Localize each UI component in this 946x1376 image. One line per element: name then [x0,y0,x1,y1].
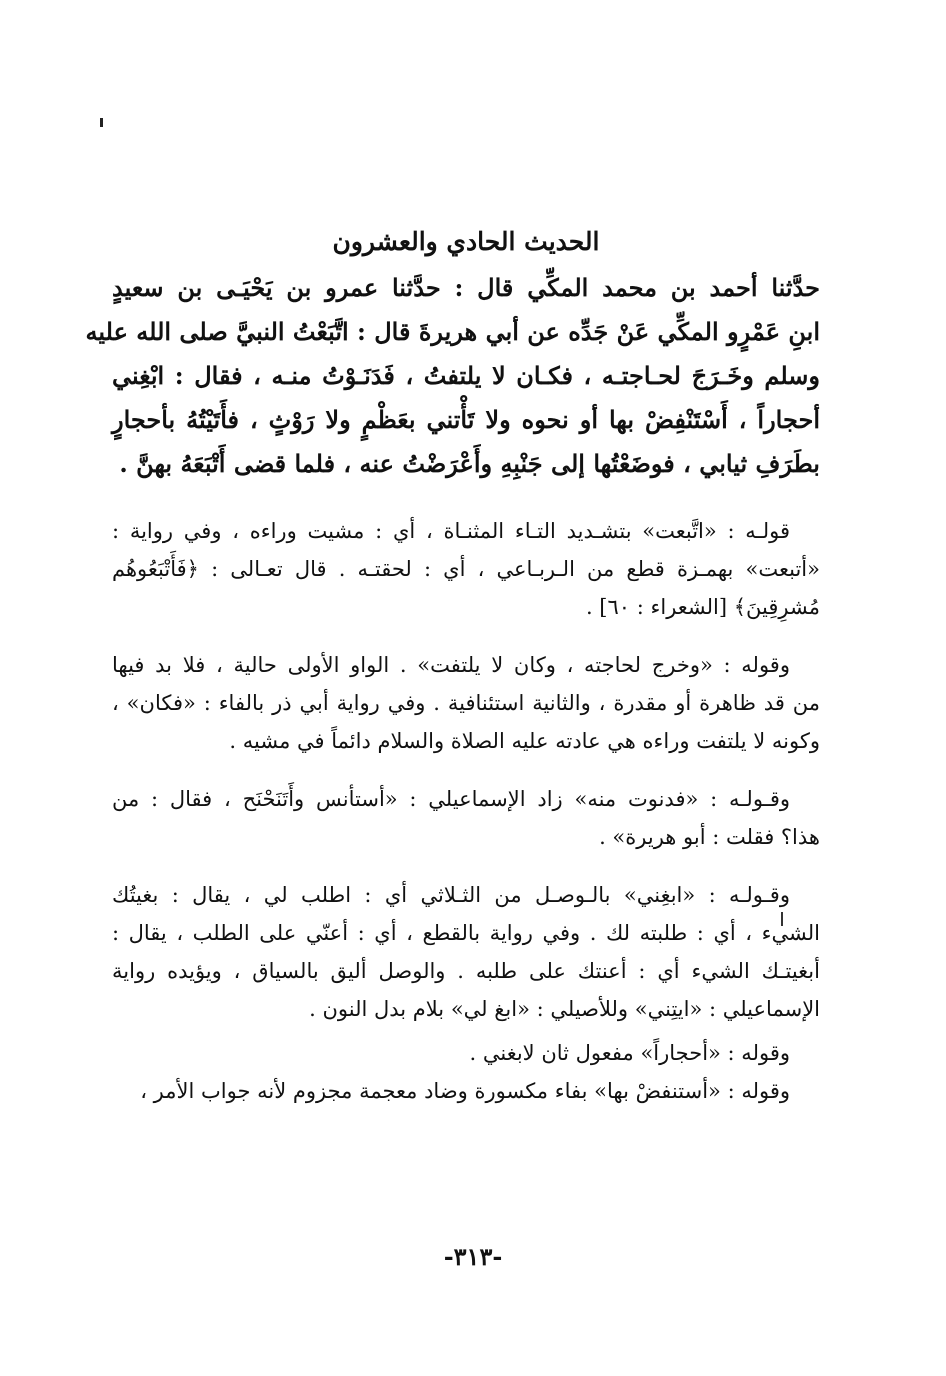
commentary-line: وقوله : «أستنفضْ بها» بفاء مكسورة وضاد معجمة مجزوم لأنه جواب الأمر ، [140,1079,790,1103]
commentary-line: أبغيتـك الشيء أي : أعنتك على طلبه . والوصل أليق بالسياق ، ويؤيده رواية [112,959,820,983]
commentary-line: وكونه لا يلتفت وراءه هي عادته عليه الصلاة والسلام دائماً في مشيه . [229,729,820,753]
commentary-line: وقـولـه : «فدنوت منه» زاد الإسماعيلي : «أستأنس وأَتَنَحْنَح ، فقال : من [112,787,790,811]
commentary-line: قولـه : «اتَّبعت» بتشـديد التـاء المثنـاة ، أي : مشيت وراءه ، وفي رواية : [112,519,790,543]
commentary-line: من قد ظاهرة أو مقدرة ، والثانية استئنافية . وفي رواية أبي ذر بالفاء : «فكان» ، [112,691,820,715]
commentary-line: «أتبعت» بهمـزة قطع من الـربـاعي ، أي : لحقتـه . قال تعـالى : ﴿فَأَتْبَعُوهُم [112,557,820,581]
commentary-line: الإسماعيلي : «ايتِني» وللأصيلي : «ابغ لي» بلام بدل النون . [309,997,820,1021]
page-content [85,222,820,1110]
commentary-paragraph [112,646,820,760]
chapter-title: الحديث الحادي والعشرون [332,227,600,256]
hadith-line: حدَّثنا أحمد بن محمد المكِّي قال : حدَّثنا عمرو بن يَحْيَـى بن سعيدٍ [112,273,820,302]
commentary-line: وقوله : «وخرج لحاجته ، وكان لا يلتفت» . الواو الأولى حالية ، فلا بد فيها [112,653,790,677]
commentary-paragraph [112,1072,820,1110]
hadith-line: بطَرَفِ ثيابي ، فوضَعْتُها إلى جَنْبِهِ وأَعْرَضْتُ عنه ، فلما قضى أَتْبَعَهُ بهنَّ . [119,449,820,478]
hadith-line: وسلم وخَـرَجَ لحـاجتـه ، فكـان لا يلتفتُ ، فَدَنَـوْتُ منـه ، فقال : ابْغِني [112,361,820,390]
commentary-paragraph [112,512,820,626]
commentary-line: هذا؟ فقلت : أبو هريرة» . [599,825,820,849]
commentary-paragraph [112,780,820,856]
commentary-line: وقـولـه : «ابغِني» بالـوصـل من الثـلاثي أي : اطلب لي ، يقال : بغيتُك [112,883,790,907]
page-number: -٣١٣- [443,1242,503,1271]
hadith-line: ابنِ عَمْرٍو المكِّي عَنْ جَدِّه عن أبي هريرةَ قال : اتَّبَعْتُ النبيَّ صلى الله عليه [85,317,820,346]
commentary [112,512,820,1110]
hadith-line: أحجاراً ، أَسْتَنْفِضْ بها أو نحوه ولا تَأْتني بعَظْمٍ ولا رَوْثٍ ، فأَتَيْتُهُ بأحجارٍ [112,405,820,434]
commentary-line: الشيء ، أي : طلبته لك . وفي رواية بالقطع ، أي : أعنّي على الطلب ، يقال : [112,921,820,945]
hadith-text [85,266,820,486]
commentary-paragraph [112,876,820,1028]
commentary-line: وقوله : «أحجاراً» مفعول ثان لابغني . [469,1041,790,1065]
commentary-line: مُشرِقِينَ﴾ [الشعراء : ٦٠] . [585,595,820,619]
scan-speck [100,118,103,127]
commentary-paragraph [112,1034,820,1072]
